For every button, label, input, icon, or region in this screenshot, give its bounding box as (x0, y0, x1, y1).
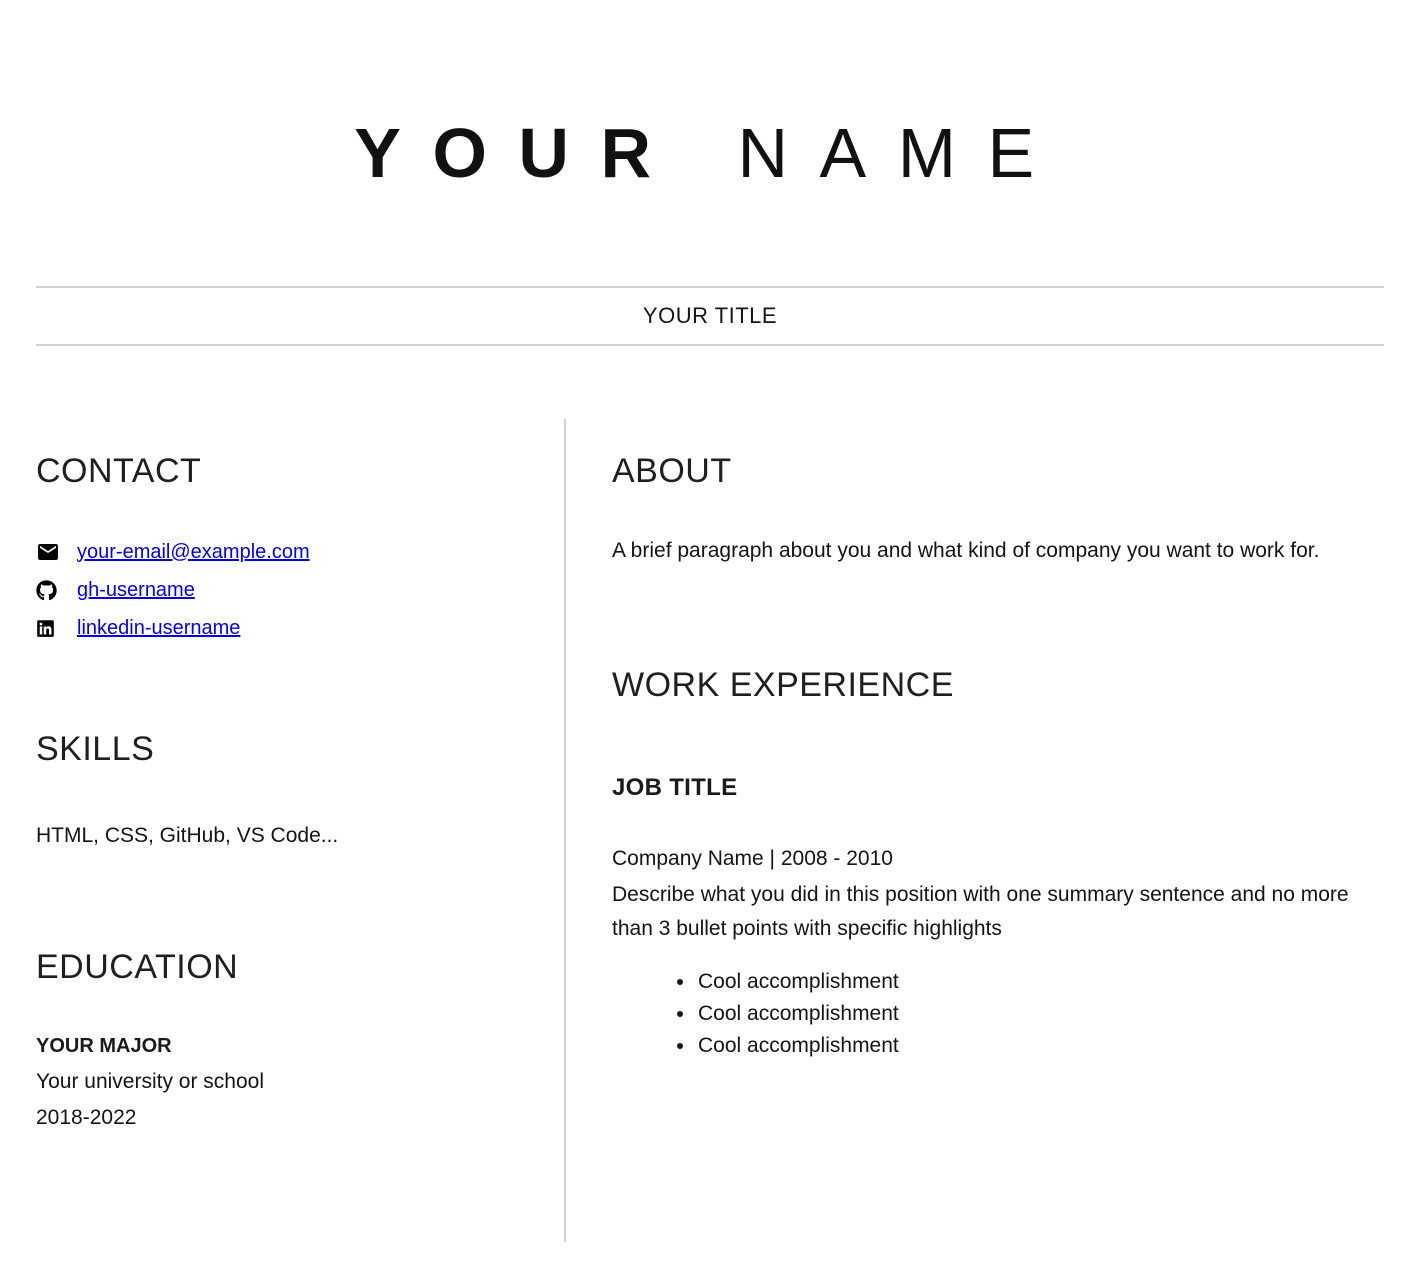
last-name: NAME (737, 114, 1066, 192)
github-link[interactable]: gh-username (77, 578, 195, 601)
job-bullet: • Cool accomplishment (696, 1030, 1384, 1062)
first-name: YOUR (354, 114, 683, 192)
job-entry (612, 774, 1384, 1062)
job-title: JOB TITLE (612, 774, 738, 801)
about-heading: ABOUT (612, 452, 732, 490)
contact-item-email (36, 538, 564, 566)
education-major: YOUR MAJOR (36, 1035, 172, 1057)
github-icon (36, 580, 61, 601)
job-bullet-list (612, 966, 1384, 1062)
education-school: Your university or school (36, 1070, 265, 1093)
linkedin-link[interactable]: linkedin-username (77, 616, 241, 639)
job-bullet: • Cool accomplishment (696, 998, 1384, 1030)
title-rule-bottom (36, 344, 1384, 346)
title-rule-top (36, 286, 1384, 288)
skills-heading: SKILLS (36, 730, 155, 768)
contact-item-github (36, 576, 564, 604)
skills-text: HTML, CSS, GitHub, VS Code... (36, 824, 339, 847)
job-description: Describe what you did in this position with one summary sentence and no more than 3 bullet points with specific highlights (612, 883, 1349, 940)
page-subtitle: YOUR TITLE (642, 303, 778, 328)
contact-heading: CONTACT (36, 452, 202, 490)
email-link[interactable]: your-email@example.com (77, 540, 310, 563)
education-years: 2018-2022 (36, 1106, 137, 1129)
education-heading: EDUCATION (36, 948, 239, 986)
contact-item-linkedin (36, 614, 564, 642)
contact-list (36, 538, 564, 642)
page-title (36, 0, 1384, 192)
main-content (564, 419, 1384, 1242)
work-experience-heading: WORK EXPERIENCE (612, 666, 954, 704)
content-columns (36, 419, 1384, 1242)
about-text: A brief paragraph about you and what kind of company you want to work for. (612, 539, 1320, 562)
sidebar (36, 419, 564, 1242)
job-company-line: Company Name | 2008 - 2010 (612, 847, 893, 870)
job-bullet: • Cool accomplishment (696, 966, 1384, 998)
linkedin-icon (36, 619, 61, 638)
email-icon (36, 540, 61, 564)
